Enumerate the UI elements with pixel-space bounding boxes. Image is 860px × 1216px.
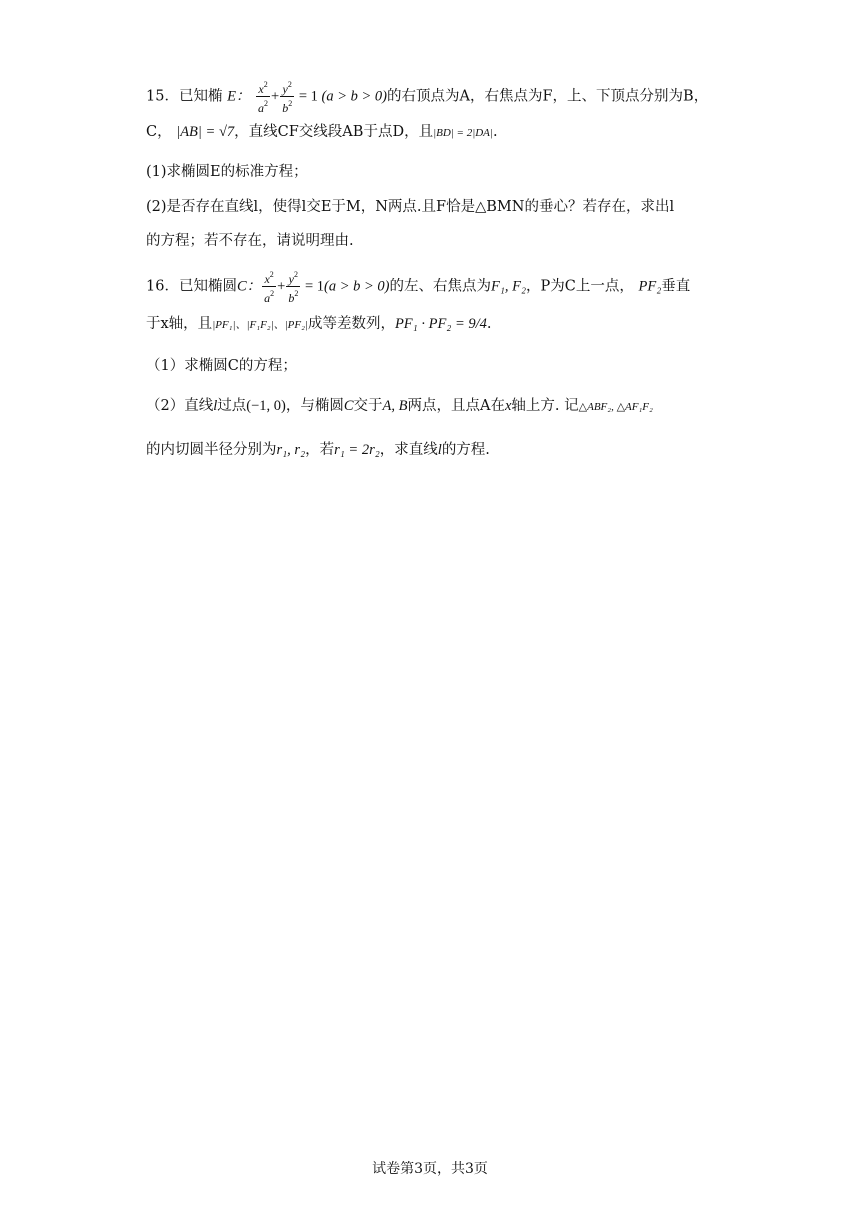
q16-text-1a: 的左、右焦点为 [389,278,491,295]
q16-fraction-x: $\frac{x^2}{a^2}$ [264,270,275,305]
q16-point: (−1, 0) [246,398,286,414]
q16-part-2a-text-5: 两点，且点A在 [407,398,505,414]
q16-pf2: PF₂ [638,278,662,295]
q16-points-ab: A, B [382,398,408,414]
q15-bd-da: |BD| = 2|DA| [433,127,493,139]
q15-condition: (a > b > 0) [321,88,388,105]
q15-part-2a: (2)是否存在直线l，使得l交E于M，N两点.且F恰是△BMN的垂心？若存在，求出l [146,199,675,215]
q16-part-2a: （2）直线l过点(−1, 0)，与椭圆C交于A, B两点，且点A在x轴上方. 记△ABF₂, △AF₁F₂ [146,398,653,414]
q16-part-2a-text-1: （2）直线 [146,398,214,414]
q16-fraction-y: $\frac{y^2}{b^2}$ [288,270,299,305]
q15-fraction-y: $\frac{y^2}{b^2}$ [282,80,293,115]
q16-part-2a-text-4: 交于 [353,398,383,414]
q16-part-2a-text-2: 过点 [217,398,247,414]
q16-part-2a-text-3: ，与椭圆 [285,398,344,414]
q15-abs-ab: |AB| = √7 [176,124,235,140]
q16-text-2a: 于x轴，且 [146,316,213,332]
q16-ellipse-name: C： [236,278,262,295]
q16-part-2b-text-2: ，若 [305,442,335,458]
q16-text-2b: 成等差数列， [307,316,395,332]
q16-dot-product: PF₁ · PF₂ = 9/4 [394,316,487,332]
q15-line-2 [146,122,498,143]
q15-text-2a: C， [146,124,172,140]
q16-foci: F₁, F₂ [490,278,527,295]
q15-text-2b: ，直线CF交线段AB于点D，且 [234,124,434,140]
q16-part-2b-text-1: 的内切圆半径分别为 [146,442,277,458]
q16-radii: r₁, r₂ [276,442,306,458]
q16-text-1c: C上一点， [564,278,634,295]
page-footer: 试卷第3页，共3页 [372,1161,488,1177]
q15-part-2b: 的方程；若不存在，请说明理由. [146,233,354,249]
q15-part-1: (1)求椭圆E的标准方程； [146,164,308,180]
q16-part-2b: 的内切圆半径分别为r₁, r₂，若r₁ = 2r₂，求直线l的方程. [146,442,490,458]
q16-part-1: （1）求椭圆C的方程； [146,358,297,374]
q15-text-1: 的右顶点为A，右焦点为F，上、下顶点分别为B， [387,88,709,105]
q16-text-1d: 垂直 [661,278,691,295]
q16-part-2b-text-3: ，求直线 [379,442,438,458]
q15-line-1: 15．已知椭 E： $\frac{x^2}{a^2}$ + $\frac{y^2}{b^2}$ = 1 (a > b > 0)的右顶点为A，右焦点为F，上、下顶点分别为B， [146,80,709,115]
q16-text-1b: ，P为 [526,278,565,295]
q16-part-2b-text-4: 的方程. [441,442,490,458]
q15-fraction-x: $\frac{x^2}{a^2}$ [258,80,269,115]
q16-triangles: △ABF₂, △AF₁F₂ [578,401,653,413]
q16-intro: 已知椭圆 [178,278,237,295]
q16-condition: (a > b > 0) [324,278,390,295]
q15-number: 15． [146,88,179,105]
q15-intro: 已知椭 [178,88,223,105]
q16-part-2a-text-6: 轴上方. 记 [511,398,579,414]
q16-number: 16． [146,278,179,295]
q16-line-1: 16．已知椭圆C： $\frac{x^2}{a^2}$ + $\frac{y^2}{b^2}$ = 1(a > b > 0)的左、右焦点为F₁, F₂，P为C上一点， PF₂垂直 [146,270,691,305]
q15-text-2c: . [492,124,498,140]
q15-ellipse-name: E： [227,88,251,105]
q16-line-2: 于x轴，且|PF₁|、|F₁F₂|、|PF₂|成等差数列，PF₁ · PF₂ = 9/4. [146,316,492,332]
q16-relation: r₁ = 2r₂ [334,442,380,458]
q16-sequence: |PF₁|、|F₁F₂|、|PF₂| [212,319,308,331]
